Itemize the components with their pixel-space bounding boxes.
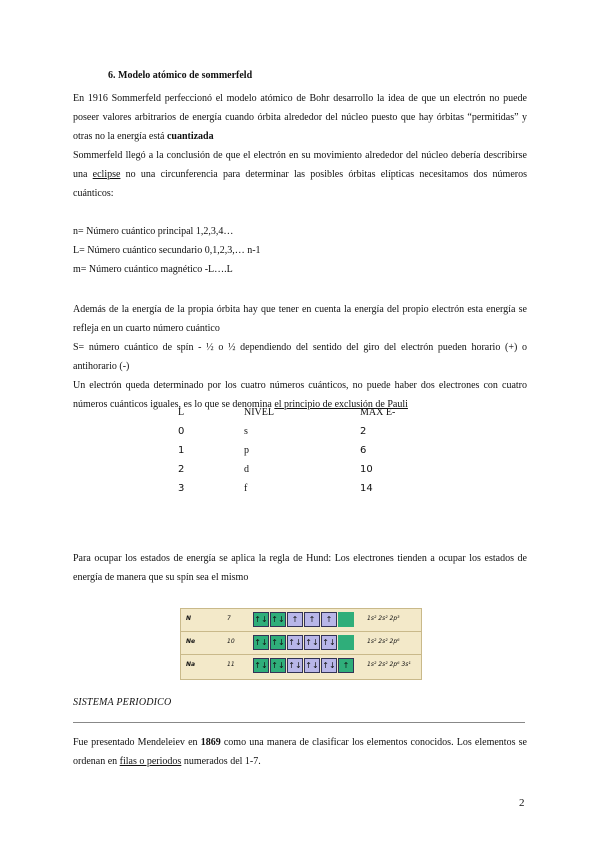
electron-configuration: 1s² 2s² 2p⁶	[367, 638, 400, 645]
orbital-box: ↑	[287, 612, 303, 627]
table-cell-max: 14	[360, 483, 373, 494]
paragraph-mendeleiev-text-a: Fue presentado Mendeleiev en	[73, 737, 201, 748]
table-header-max: MAX E-	[360, 407, 396, 418]
table-cell-max: 2	[360, 426, 367, 437]
orbital-box: ↑	[321, 612, 337, 627]
orbital-box: ↑	[338, 658, 354, 673]
table-cell-max: 6	[360, 445, 367, 456]
table-cell-max: 10	[360, 464, 373, 475]
quantum-number-n: n= Número cuántico principal 1,2,3,4…	[73, 226, 234, 237]
table-cell-l: 2	[178, 464, 185, 475]
orbital-row-ne	[181, 632, 421, 655]
page-number: 2	[519, 797, 525, 809]
element-symbol: N	[186, 615, 192, 622]
paragraph-hund: Para ocupar los estados de energía se aplica la regla de Hund: Los electrones tienden a ocupar los estados de energía de manera que su spín sea el mismo	[73, 553, 527, 583]
paragraph-ellipse-text-a: Sommerfeld llegó a la conclusión de que el electrón en su movimiento alrededor del núcleo debería describirse una	[73, 150, 527, 180]
orbital-box: ↑↓	[253, 612, 269, 627]
orbital-box: ↑↓	[253, 658, 269, 673]
table-row	[178, 445, 438, 464]
quantum-number-m: m= Número cuántico magnético -L….L	[73, 264, 233, 275]
orbital-boxes	[253, 658, 355, 673]
orbital-row-na	[181, 655, 421, 677]
table-cell-nivel: s	[244, 426, 248, 437]
table-row	[178, 464, 438, 483]
table-header-l: L	[178, 407, 185, 418]
table-cell-nivel: f	[244, 483, 248, 494]
section-heading-sommerfeld: 6. Modelo atómico de sommerfeld	[108, 70, 253, 81]
paragraph-ellipse	[73, 146, 527, 203]
orbital-box: ↑↓	[321, 635, 337, 650]
element-symbol: Na	[186, 661, 196, 668]
paragraph-spin: S= número cuántico de spín - ½ o ½ dependiendo del sentido del giro del electrón pueden horario (+) o antihorario (-)	[73, 342, 527, 372]
element-symbol: Ne	[186, 638, 196, 645]
paragraph-intro	[73, 89, 527, 146]
table-cell-l: 0	[178, 426, 185, 437]
orbital-box: ↑↓	[304, 635, 320, 650]
underlined-pauli-principle: el principio de exclusión de Pauli	[274, 399, 408, 410]
atomic-number: 11	[227, 661, 235, 668]
orbital-box: ↑↓	[304, 658, 320, 673]
section-title-periodic-system: SISTEMA PERIODICO	[73, 697, 172, 708]
table-cell-l: 1	[178, 445, 185, 456]
orbital-box: ↑↓	[270, 635, 286, 650]
orbital-box: ↑↓	[253, 635, 269, 650]
sublevel-table	[178, 407, 438, 502]
orbital-box	[338, 635, 354, 650]
electron-configuration: 1s² 2s² 2p⁶ 3s¹	[367, 661, 411, 668]
paragraph-mendeleiev	[73, 733, 527, 771]
orbital-boxes	[253, 612, 355, 627]
orbital-box: ↑↓	[321, 658, 337, 673]
horizontal-rule	[73, 722, 525, 723]
paragraph-mendeleiev-text-c: numerados del 1-7.	[181, 756, 261, 767]
paragraph-ellipse-text-b: no una circunferencia para determinar las posibles órbitas elípticas necesitamos dos números cuánticos:	[73, 169, 527, 199]
electron-configuration: 1s² 2s² 2p³	[367, 615, 400, 622]
atomic-number: 7	[227, 615, 231, 622]
bold-year: 1869	[200, 737, 221, 748]
table-cell-l: 3	[178, 483, 185, 494]
paragraph-pauli-text: Un electrón queda determinado por los cuatro números cuánticos, no puede haber dos electrones con cuatro números cuánticos iguales, es lo que se denomina	[73, 380, 527, 410]
orbital-row-n	[181, 609, 421, 632]
underlined-filas-periodos: filas o periodos	[119, 756, 182, 767]
orbital-box: ↑↓	[287, 658, 303, 673]
atomic-number: 10	[227, 638, 235, 645]
table-cell-nivel: p	[244, 445, 249, 456]
orbital-boxes	[253, 635, 355, 650]
paragraph-fourth-number: Además de la energía de la propia órbita hay que tener en cuenta la energía del propio electrón esta energía se refleja en un cuarto número cuántico	[73, 304, 527, 334]
table-header-nivel: NIVEL	[244, 407, 274, 418]
table-row	[178, 426, 438, 445]
orbital-box: ↑	[304, 612, 320, 627]
quantum-number-l: L= Número cuántico secundario 0,1,2,3,… n-1	[73, 245, 261, 256]
paragraph-intro-text: En 1916 Sommerfeld perfeccionó el modelo atómico de Bohr desarrollo la idea de que un electrón no puede poseer valores arbitrarios de energía cuando órbita alrededor del núcleo puesto que hay órbitas “permitidas” y otras no la energía está	[73, 93, 527, 142]
bold-term-cuantizada: cuantizada	[166, 131, 214, 142]
orbital-box: ↑↓	[270, 658, 286, 673]
orbital-box	[338, 612, 354, 627]
orbital-box: ↑↓	[270, 612, 286, 627]
orbital-diagram	[180, 608, 422, 680]
paragraph-mendeleiev-text-b: como una manera de clasificar los elementos conocidos. Los elementos se ordenan en	[73, 737, 527, 767]
table-header-row	[178, 407, 438, 426]
table-cell-nivel: d	[244, 464, 249, 475]
orbital-box: ↑↓	[287, 635, 303, 650]
underlined-term-eclipse: eclipse	[92, 169, 121, 180]
table-row	[178, 483, 438, 502]
